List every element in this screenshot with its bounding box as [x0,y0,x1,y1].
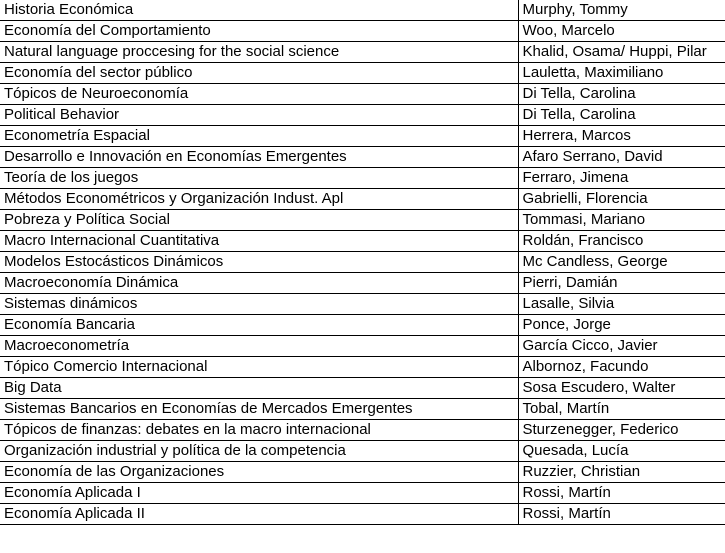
professor-name-cell: Ponce, Jorge [518,315,725,336]
professor-name-cell: Afaro Serrano, David [518,147,725,168]
course-name-cell: Tópico Comercio Internacional [0,357,518,378]
course-name-cell: Teoría de los juegos [0,168,518,189]
course-name-cell: Macroeconomía Dinámica [0,273,518,294]
professor-name-cell: Sturzenegger, Federico [518,420,725,441]
table-row [0,147,725,168]
table-row [0,504,725,525]
course-name-cell: Economía Aplicada I [0,483,518,504]
course-name-cell: Economía de las Organizaciones [0,462,518,483]
professor-name-cell: Gabrielli, Florencia [518,189,725,210]
table-row [0,336,725,357]
course-name-cell: Tópicos de Neuroeconomía [0,84,518,105]
course-name-cell: Macro Internacional Cuantitativa [0,231,518,252]
course-name-cell: Historia Económica [0,0,518,21]
table-row [0,168,725,189]
professor-name-cell: Rossi, Martín [518,504,725,525]
professor-name-cell: Herrera, Marcos [518,126,725,147]
professor-name-cell: Lasalle, Silvia [518,294,725,315]
course-name-cell: Sistemas Bancarios en Economías de Mercados Emergentes [0,399,518,420]
table-row [0,315,725,336]
professor-name-cell: Tommasi, Mariano [518,210,725,231]
table-row [0,189,725,210]
course-name-cell: Tópicos de finanzas: debates en la macro internacional [0,420,518,441]
professor-name-cell: Murphy, Tommy [518,0,725,21]
table-row [0,105,725,126]
table-row [0,0,725,21]
course-name-cell: Economía del sector público [0,63,518,84]
professor-name-cell: Khalid, Osama/ Huppi, Pilar [518,42,725,63]
professor-name-cell: García Cicco, Javier [518,336,725,357]
table-row [0,252,725,273]
table-row [0,21,725,42]
table-row [0,420,725,441]
professor-name-cell: Di Tella, Carolina [518,105,725,126]
course-name-cell: Economía del Comportamiento [0,21,518,42]
table-row [0,84,725,105]
professor-name-cell: Rossi, Martín [518,483,725,504]
table-row [0,273,725,294]
professor-name-cell: Pierri, Damián [518,273,725,294]
professor-name-cell: Di Tella, Carolina [518,84,725,105]
table-row [0,126,725,147]
table-row [0,378,725,399]
table-row [0,483,725,504]
course-name-cell: Econometría Espacial [0,126,518,147]
professor-name-cell: Woo, Marcelo [518,21,725,42]
table-row [0,210,725,231]
course-name-cell: Economía Bancaria [0,315,518,336]
course-name-cell: Big Data [0,378,518,399]
professor-name-cell: Lauletta, Maximiliano [518,63,725,84]
course-name-cell: Organización industrial y política de la competencia [0,441,518,462]
course-name-cell: Modelos Estocásticos Dinámicos [0,252,518,273]
course-name-cell: Desarrollo e Innovación en Economías Emergentes [0,147,518,168]
professor-name-cell: Ferraro, Jimena [518,168,725,189]
professor-name-cell: Ruzzier, Christian [518,462,725,483]
table-row [0,441,725,462]
professor-name-cell: Mc Candless, George [518,252,725,273]
course-name-cell: Macroeconometría [0,336,518,357]
course-name-cell: Sistemas dinámicos [0,294,518,315]
professor-name-cell: Quesada, Lucía [518,441,725,462]
table-row [0,462,725,483]
course-name-cell: Natural language proccesing for the social science [0,42,518,63]
course-name-cell: Pobreza y Política Social [0,210,518,231]
professor-name-cell: Albornoz, Facundo [518,357,725,378]
table-row [0,231,725,252]
professor-name-cell: Roldán, Francisco [518,231,725,252]
table-row [0,294,725,315]
professor-name-cell: Tobal, Martín [518,399,725,420]
table-row [0,357,725,378]
table-row [0,42,725,63]
table-row [0,399,725,420]
course-name-cell: Economía Aplicada II [0,504,518,525]
table-row [0,63,725,84]
course-name-cell: Political Behavior [0,105,518,126]
professor-name-cell: Sosa Escudero, Walter [518,378,725,399]
course-name-cell: Métodos Econométricos y Organización Indust. Apl [0,189,518,210]
